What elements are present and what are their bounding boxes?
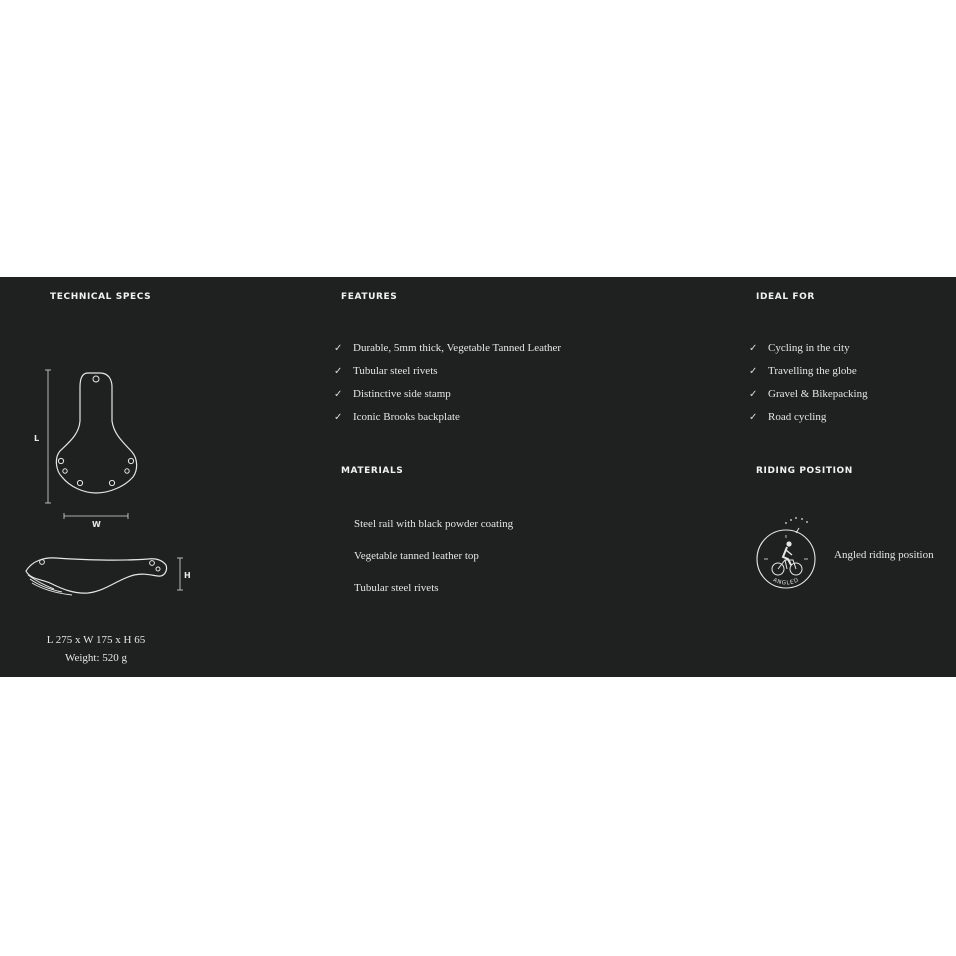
features-list: [334, 341, 561, 433]
material-item: Tubular steel rivets: [354, 582, 439, 594]
riding-position-heading: RIDING POSITION: [756, 466, 853, 476]
material-item: Vegetable tanned leather top: [354, 550, 479, 562]
height-label: H: [184, 571, 191, 580]
features-heading: FEATURES: [341, 292, 398, 302]
check-icon: ✓: [749, 343, 758, 354]
width-label: W: [92, 520, 101, 529]
check-icon: ✓: [334, 412, 343, 423]
check-icon: ✓: [334, 366, 343, 377]
list-item: ✓ Iconic Brooks backplate: [334, 411, 460, 423]
dimensions-text: L 275 x W 175 x H 65: [46, 634, 146, 646]
weight-text: Weight: 520 g: [64, 652, 128, 664]
riding-position-text: Angled riding position: [834, 549, 934, 561]
check-icon: ✓: [749, 389, 758, 400]
check-icon: ✓: [334, 343, 343, 354]
ideal-for-list: [749, 341, 868, 433]
check-icon: ✓: [749, 366, 758, 377]
length-label: L: [34, 434, 40, 443]
ideal-for-heading: IDEAL FOR: [756, 292, 815, 302]
material-item: Steel rail with black powder coating: [354, 518, 514, 530]
technical-specs-heading: TECHNICAL SPECS: [50, 292, 152, 302]
list-item: ✓ Gravel & Bikepacking: [749, 388, 868, 400]
list-item: ✓ Tubular steel rivets: [334, 365, 438, 377]
list-item: ✓ Travelling the globe: [749, 365, 857, 377]
list-item: ✓ Road cycling: [749, 411, 827, 423]
list-item: ✓ Distinctive side stamp: [334, 388, 451, 400]
angled-badge-text: [752, 513, 822, 593]
check-icon: ✓: [334, 389, 343, 400]
saddle-side-view-icon: [22, 549, 192, 599]
check-icon: ✓: [749, 412, 758, 423]
materials-heading: MATERIALS: [341, 466, 404, 476]
list-item: ✓ Cycling in the city: [749, 342, 850, 354]
product-specs-panel: [0, 277, 956, 677]
list-item: ✓ Durable, 5mm thick, Vegetable Tanned Leather: [334, 342, 562, 354]
svg-text:ANGLED: ANGLED: [771, 577, 801, 587]
saddle-top-view-icon: [30, 365, 150, 525]
